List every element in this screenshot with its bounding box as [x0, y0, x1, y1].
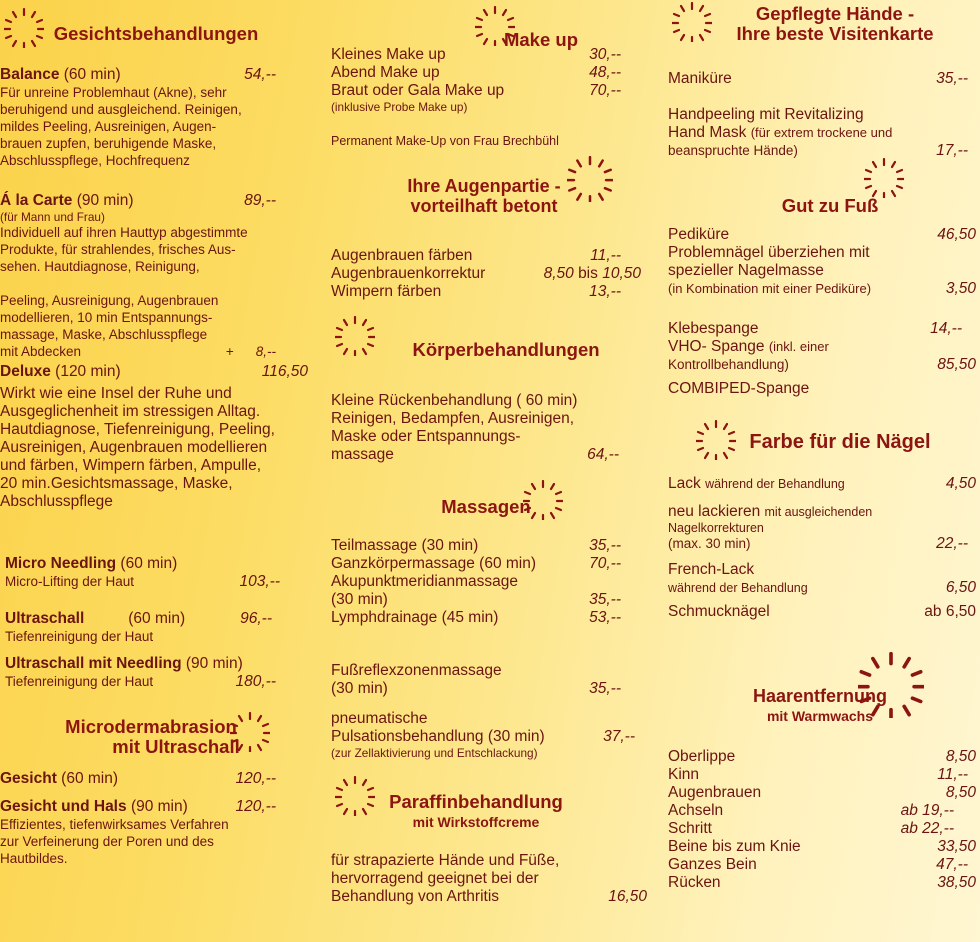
- massage-list: Teilmassage (30 min) 35,-- Ganzkörpermassage (60 min) 70,-- Akupunktmeridianmassage (30 min) 35,-- Lymphdrainage (45 min) 53,--: [331, 537, 621, 626]
- service-manikuere: Maniküre 35,--: [668, 70, 968, 87]
- section-heading: Ihre Augenpartie - vorteilhaft betont: [407, 176, 561, 216]
- service-a-la-carte: Á la Carte (90 min) 89,-- (für Mann und Frau) Individuell auf ihren Hauttyp abgestimmte Produkte, für strahlendes, frisches Aus- sehen. Hautdiagnose, Reinigung,: [0, 192, 276, 274]
- service-micro-needling: Micro Needling (60 min) Micro-Lifting der Haut 103,--: [5, 555, 280, 590]
- foot-reflex: Fußreflexzonenmassage (30 min) 35,--: [331, 662, 621, 697]
- service-ultraschall: Ultraschall (60 min) 96,-- Tiefenreinigung der Haut: [5, 610, 272, 644]
- section-heading: Gepflegte Hände - Ihre beste Visitenkarte: [736, 3, 934, 44]
- service-peeling: Peeling, Ausreinigung, Augenbrauen modellieren, 10 min Entspannungs- massage, Maske, Abschlusspflege mit Abdecken + 8,--: [0, 293, 276, 359]
- makeup-list: Kleines Make up 30,-- Abend Make up 48,-- Braut oder Gala Make up 70,-- (inklusive Probe Make up): [331, 46, 621, 114]
- service-klebespange: Klebespange 14,-- VHO- Spange (inkl. einer Kontrollbehandlung) 85,50 COMBIPED-Spange: [668, 320, 976, 397]
- paraffin-desc: für strapazierte Hände und Füße, hervorragend geeignet bei der Behandlung von Arthritis 16,50: [331, 852, 647, 905]
- section-heading: Gut zu Fuß: [781, 195, 879, 216]
- service-handpeeling: Handpeeling mit Revitalizing Hand Mask (für extrem trockene und beanspruchte Hände) 17,--: [668, 106, 968, 159]
- service-balance: Balance (60 min) 54,-- Für unreine Problemhaut (Akne), sehr beruhigend und ausgleichend. Reinigen, mildes Peeling, Ausreinigen, Augen- brauen zupfen, beruhigende Maske, Abschlusspflege, Hochfrequenz: [0, 66, 276, 168]
- service-gesicht: Gesicht (60 min) 120,--: [0, 770, 276, 787]
- service-pedikuere: Pediküre 46,50 Problemnägel überziehen mit spezieller Nagelmasse (in Kombination mit einer Pediküre) 3,50: [668, 226, 976, 297]
- service-deluxe: Deluxe (120 min) 116,50 Wirkt wie eine Insel der Ruhe und Ausgeglichenheit im stressigen Alltag. Hautdiagnose, Tiefenreinigung, Peeling, Ausreinigen, Augenbrauen modellieren und färben, Wimpern färben, Ampulle, 20 min.Gesichtsmassage, Maske, Abschlusspflege: [0, 363, 308, 510]
- section-heading: Körperbehandlungen: [412, 339, 600, 360]
- service-ultraschall-needling: Ultraschall mit Needling (90 min) Tiefenreinigung der Haut 180,--: [5, 655, 276, 690]
- section-heading: Farbe für die Nägel: [749, 431, 931, 453]
- eye-list: Augenbrauen färben 11,-- Augenbrauenkorrektur 8,50 bis 10,50 Wimpern färben 13,--: [331, 247, 641, 300]
- nail-color-list: Lack während der Behandlung 4,50 neu lackieren mit ausgleichenden Nagelkorrekturen (max. 30 min) 22,-- French-Lack während der Behandlung 6,50 Schmucknägel ab 6,50: [668, 475, 976, 620]
- permanent-makeup: Permanent Make-Up von Frau Brechbühl: [331, 134, 559, 148]
- service-gesicht-hals: Gesicht und Hals (90 min) 120,-- Effizientes, tiefenwirksames Verfahren zur Verfeinerung der Poren und des Hautbildes.: [0, 798, 276, 866]
- section-heading: Paraffinbehandlung mit Wirkstoffcreme: [389, 791, 563, 830]
- column-face-treatments: [0, 0, 312, 942]
- sun-rays-icon: [864, 158, 904, 198]
- hair-removal-list: Oberlippe 8,50 Kinn 11,-- Augenbrauen 8,50 Achseln ab 19,-- Schritt ab 22,-- Beine bis zum Knie 33,50 Ganzes Bein 47,-- Rücken 38,50: [668, 748, 976, 891]
- pneumatic: pneumatische Pulsationsbehandlung (30 min) 37,-- (zur Zellaktivierung und Entschlackung): [331, 710, 635, 760]
- column-hands-feet: [668, 0, 976, 942]
- column-makeup-body: [331, 0, 647, 942]
- section-heading: Haarentfernung mit Warmwachs: [752, 686, 887, 724]
- sun-rays-icon: [335, 316, 375, 356]
- body-treatment: Kleine Rückenbehandlung ( 60 min) Reinigen, Bedampfen, Ausreinigen, Maske oder Entspannungs- massage 64,--: [331, 392, 619, 463]
- sun-rays-icon: [335, 776, 375, 816]
- section-heading: Microdermabrasion mit Ultraschall: [65, 716, 240, 757]
- section-heading: Make up: [503, 29, 579, 50]
- section-heading: Massagen: [441, 496, 531, 517]
- section-heading: Gesichtsbehandlungen: [53, 23, 259, 44]
